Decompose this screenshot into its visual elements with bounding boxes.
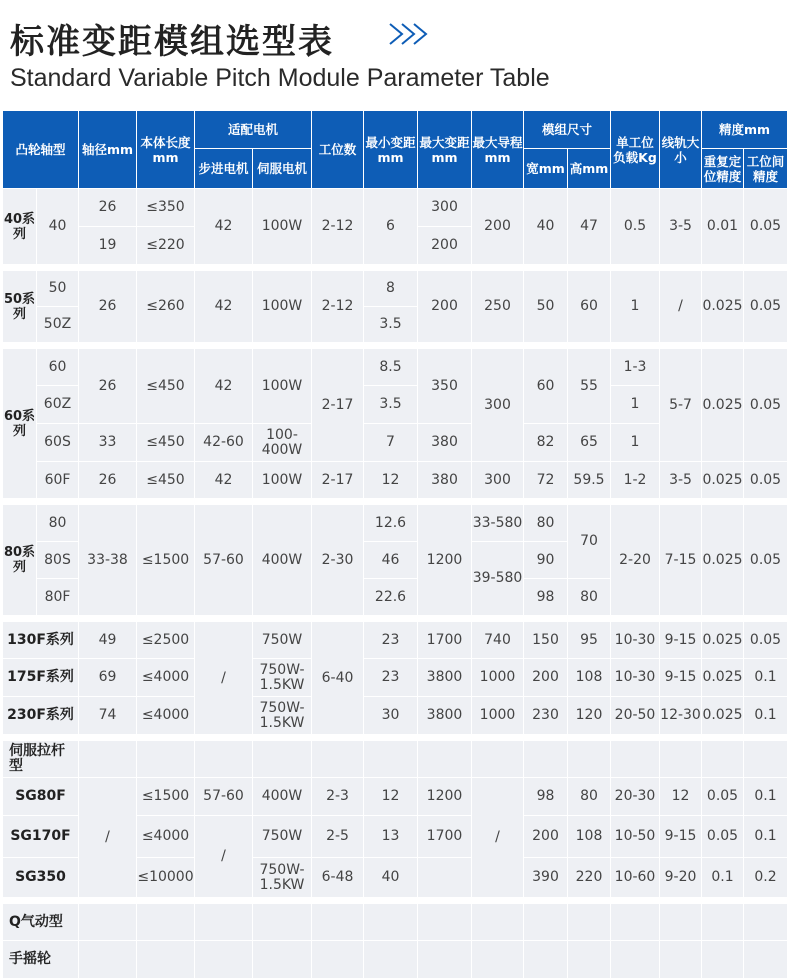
table-cell: 42: [195, 189, 253, 265]
table-cell: 6-40: [312, 622, 364, 735]
table-cell: 74: [79, 697, 137, 735]
table-cell: 2-30: [312, 505, 364, 616]
page-subtitle: Standard Variable Pitch Module Parameter Table: [10, 64, 550, 92]
table-cell: 750W: [253, 622, 312, 659]
table-cell: 0.05: [744, 189, 788, 265]
col-load: 单工位负载Kg: [611, 111, 660, 189]
table-cell: 100W: [253, 271, 312, 343]
table-cell: 1000: [472, 659, 524, 697]
table-cell: 6-48: [312, 858, 364, 898]
table-cell: 300: [472, 462, 524, 499]
table-cell: 98: [524, 579, 568, 616]
table-cell: 400W: [253, 505, 312, 616]
table-cell: 22.6: [364, 579, 418, 616]
table-cell: 0.01: [702, 189, 744, 265]
table-cell: 0.1: [744, 816, 788, 858]
table-cell: 0.05: [744, 505, 788, 616]
cam-cell: 80: [37, 505, 79, 542]
table-cell: 80: [524, 505, 568, 542]
table-cell: 300: [472, 349, 524, 462]
table-cell: 300: [418, 189, 472, 227]
table-row: [3, 271, 788, 307]
table-cell: 1000: [472, 697, 524, 735]
table-cell: 0.025: [702, 505, 744, 616]
series-label: 80系列: [3, 505, 37, 616]
table-cell: 0.5: [611, 189, 660, 265]
table-cell: 0.05: [744, 271, 788, 343]
table-cell: 1-3: [611, 349, 660, 386]
table-cell: /: [195, 816, 253, 898]
table-cell: ≤1500: [137, 778, 195, 816]
table-cell: 72: [524, 462, 568, 499]
table-cell: 200: [524, 659, 568, 697]
table-cell: 120: [568, 697, 611, 735]
table-cell: 200: [418, 271, 472, 343]
col-motor-group: 适配电机: [195, 111, 312, 149]
table-cell: 12.6: [364, 505, 418, 542]
section-title: 伺服拉杆型: [3, 741, 79, 778]
table-cell: ≤2500: [137, 622, 195, 659]
table-cell: 250: [472, 271, 524, 343]
table-cell: 2-5: [312, 816, 364, 858]
table-cell: 80: [568, 778, 611, 816]
series-label: 40系列: [3, 189, 37, 265]
table-cell: ≤10000: [137, 858, 195, 898]
table-cell: 10-30: [611, 622, 660, 659]
table-cell: 13: [364, 816, 418, 858]
col-width: 宽mm: [524, 149, 568, 189]
table-row: [3, 904, 788, 941]
col-repeat-precision: 重复定位精度: [702, 149, 744, 189]
table-cell: 3-5: [660, 189, 702, 265]
table-cell: 33: [79, 424, 137, 462]
table-cell: 1: [611, 386, 660, 424]
series-label: 230F系列: [3, 697, 79, 735]
table-cell: 20-50: [611, 697, 660, 735]
table-cell: 0.1: [702, 858, 744, 898]
table-cell: 108: [568, 816, 611, 858]
table-cell: 2-20: [611, 505, 660, 616]
col-shaft: 轴径mm: [79, 111, 137, 189]
col-size-group: 模组尺寸: [524, 111, 611, 149]
table-row: [3, 941, 788, 979]
table-cell: 0.025: [702, 659, 744, 697]
table-cell: 3800: [418, 659, 472, 697]
table-cell: 23: [364, 659, 418, 697]
table-cell: ≤1500: [137, 505, 195, 616]
table-cell: 100W: [253, 349, 312, 424]
table-cell: 26: [79, 462, 137, 499]
table-cell: ≤450: [137, 349, 195, 424]
table-cell: 1700: [418, 622, 472, 659]
table-cell: 26: [79, 271, 137, 343]
table-cell: 750W-1.5KW: [253, 858, 312, 898]
table-cell: 95: [568, 622, 611, 659]
table-cell: /: [472, 778, 524, 898]
table-cell: 2-3: [312, 778, 364, 816]
table-cell: 55: [568, 349, 611, 424]
table-cell: 46: [364, 542, 418, 579]
table-cell: 70: [568, 505, 611, 579]
table-cell: 1-2: [611, 462, 660, 499]
series-label: 50系列: [3, 271, 37, 343]
table-cell: 23: [364, 622, 418, 659]
table-cell: [418, 858, 472, 898]
table-row: [3, 741, 788, 778]
table-cell: 9-15: [660, 622, 702, 659]
table-row: [3, 505, 788, 542]
table-row: [3, 622, 788, 659]
table-cell: 200: [418, 227, 472, 265]
table-row: [3, 462, 788, 499]
table-cell: 3-5: [660, 462, 702, 499]
table-cell: 8: [364, 271, 418, 307]
table-cell: ≤4000: [137, 816, 195, 858]
table-cell: 10-50: [611, 816, 660, 858]
table-cell: 350: [418, 349, 472, 424]
table-row: [3, 659, 788, 697]
page-header: [0, 0, 790, 104]
table-cell: 0.1: [744, 659, 788, 697]
cam-cell: 60S: [37, 424, 79, 462]
col-stations: 工位数: [312, 111, 364, 189]
table-cell: 26: [79, 189, 137, 227]
table-cell: ≤220: [137, 227, 195, 265]
table-cell: ≤450: [137, 424, 195, 462]
parameter-table: [2, 110, 788, 979]
table-cell: /: [195, 622, 253, 735]
table-cell: 380: [418, 462, 472, 499]
table-cell: 90: [524, 542, 568, 579]
table-cell: 6: [364, 189, 418, 265]
table-cell: 19: [79, 227, 137, 265]
cam-cell: 40: [37, 189, 79, 265]
series-label: 60系列: [3, 349, 37, 499]
table-cell: 200: [472, 189, 524, 265]
table-cell: 0.05: [702, 816, 744, 858]
table-cell: 40: [524, 189, 568, 265]
table-cell: ≤4000: [137, 697, 195, 735]
table-cell: 60: [524, 349, 568, 424]
table-cell: 1200: [418, 778, 472, 816]
table-cell: 150: [524, 622, 568, 659]
table-cell: 100-400W: [253, 424, 312, 462]
table-cell: 0.2: [744, 858, 788, 898]
col-min-pitch: 最小变距mm: [364, 111, 418, 189]
table-cell: 59.5: [568, 462, 611, 499]
table-row: [3, 189, 788, 227]
cam-cell: 80F: [37, 579, 79, 616]
table-cell: ≤4000: [137, 659, 195, 697]
table-cell: 39-580: [472, 542, 524, 616]
table-cell: 42: [195, 462, 253, 499]
table-cell: 0.025: [702, 271, 744, 343]
table-cell: 9-15: [660, 659, 702, 697]
table-cell: 220: [568, 858, 611, 898]
double-chevron-icon: [388, 21, 438, 47]
table-cell: 100W: [253, 462, 312, 499]
col-height: 高mm: [568, 149, 611, 189]
col-body-length: 本体长度mm: [137, 111, 195, 189]
model-label: SG170F: [3, 816, 79, 858]
table-cell: 0.025: [702, 697, 744, 735]
cam-cell: 60Z: [37, 386, 79, 424]
table-cell: 380: [418, 424, 472, 462]
table-cell: 42: [195, 349, 253, 424]
table-cell: 82: [524, 424, 568, 462]
table-cell: 57-60: [195, 778, 253, 816]
col-stepper: 步进电机: [195, 149, 253, 189]
table-row: [3, 778, 788, 816]
table-cell: 47: [568, 189, 611, 265]
table-cell: 1200: [418, 505, 472, 616]
table-cell: 20-30: [611, 778, 660, 816]
table-cell: ≤260: [137, 271, 195, 343]
table-cell: 0.05: [744, 462, 788, 499]
cam-cell: 80S: [37, 542, 79, 579]
table-cell: 2-12: [312, 271, 364, 343]
table-cell: 1700: [418, 816, 472, 858]
table-cell: 57-60: [195, 505, 253, 616]
table-cell: 40: [364, 858, 418, 898]
table-cell: 60: [568, 271, 611, 343]
table-cell: 400W: [253, 778, 312, 816]
table-cell: 0.025: [702, 349, 744, 462]
cam-cell: 60: [37, 349, 79, 386]
table-cell: 7: [364, 424, 418, 462]
table-cell: 33-580: [472, 505, 524, 542]
table-cell: 3800: [418, 697, 472, 735]
col-servo: 伺服电机: [253, 149, 312, 189]
table-cell: 2-12: [312, 189, 364, 265]
table-cell: 0.1: [744, 697, 788, 735]
series-label: 130F系列: [3, 622, 79, 659]
table-row: [3, 697, 788, 735]
table-cell: 0.05: [702, 778, 744, 816]
table-cell: /: [660, 271, 702, 343]
table-cell: 2-17: [312, 349, 364, 462]
col-cam: 凸轮轴型: [3, 111, 79, 189]
table-cell: 65: [568, 424, 611, 462]
table-cell: 98: [524, 778, 568, 816]
table-cell: 0.1: [744, 778, 788, 816]
table-cell: 12: [660, 778, 702, 816]
table-cell: 0.05: [744, 622, 788, 659]
table-cell: 3.5: [364, 386, 418, 424]
table-cell: 8.5: [364, 349, 418, 386]
col-rail: 线轨大小: [660, 111, 702, 189]
table-cell: 10-60: [611, 858, 660, 898]
table-cell: 33-38: [79, 505, 137, 616]
col-pitch-precision: 工位间精度: [744, 149, 788, 189]
section-title: Q气动型: [3, 904, 79, 941]
table-cell: 26: [79, 349, 137, 424]
col-max-pitch: 最大变距mm: [418, 111, 472, 189]
table-row: [3, 349, 788, 386]
table-cell: 3.5: [364, 307, 418, 343]
table-cell: 230: [524, 697, 568, 735]
table-cell: 0.025: [702, 622, 744, 659]
table-cell: 390: [524, 858, 568, 898]
table-cell: 1: [611, 424, 660, 462]
table-cell: 80: [568, 579, 611, 616]
table-cell: 12: [364, 462, 418, 499]
table-cell: 750W: [253, 816, 312, 858]
table-cell: 9-15: [660, 816, 702, 858]
table-cell: 50: [524, 271, 568, 343]
table-cell: 750W-1.5KW: [253, 697, 312, 735]
table-cell: ≤350: [137, 189, 195, 227]
table-cell: 5-7: [660, 349, 702, 462]
table-cell: 108: [568, 659, 611, 697]
table-cell: 42: [195, 271, 253, 343]
table-cell: 12-30: [660, 697, 702, 735]
col-precision-group: 精度mm: [702, 111, 788, 149]
table-cell: 7-15: [660, 505, 702, 616]
table-cell: 42-60: [195, 424, 253, 462]
table-cell: 69: [79, 659, 137, 697]
model-label: SG350: [3, 858, 79, 898]
page-title: 标准变距模组选型表: [10, 22, 334, 62]
cam-cell: 50Z: [37, 307, 79, 343]
table-cell: 750W-1.5KW: [253, 659, 312, 697]
table-cell: 12: [364, 778, 418, 816]
col-max-lead: 最大导程mm: [472, 111, 524, 189]
model-label: SG80F: [3, 778, 79, 816]
section-title: 手摇轮: [3, 941, 79, 979]
table-cell: 200: [524, 816, 568, 858]
table-cell: 0.05: [744, 349, 788, 462]
table-cell: ≤450: [137, 462, 195, 499]
table-cell: 9-20: [660, 858, 702, 898]
table-cell: 49: [79, 622, 137, 659]
table-cell: 2-17: [312, 462, 364, 499]
series-label: 175F系列: [3, 659, 79, 697]
table-cell: 1: [611, 271, 660, 343]
cam-cell: 60F: [37, 462, 79, 499]
table-cell: 30: [364, 697, 418, 735]
table-cell: 740: [472, 622, 524, 659]
cam-cell: 50: [37, 271, 79, 307]
table-cell: 100W: [253, 189, 312, 265]
table-cell: 0.025: [702, 462, 744, 499]
table-cell: 10-30: [611, 659, 660, 697]
table-cell: /: [79, 778, 137, 898]
